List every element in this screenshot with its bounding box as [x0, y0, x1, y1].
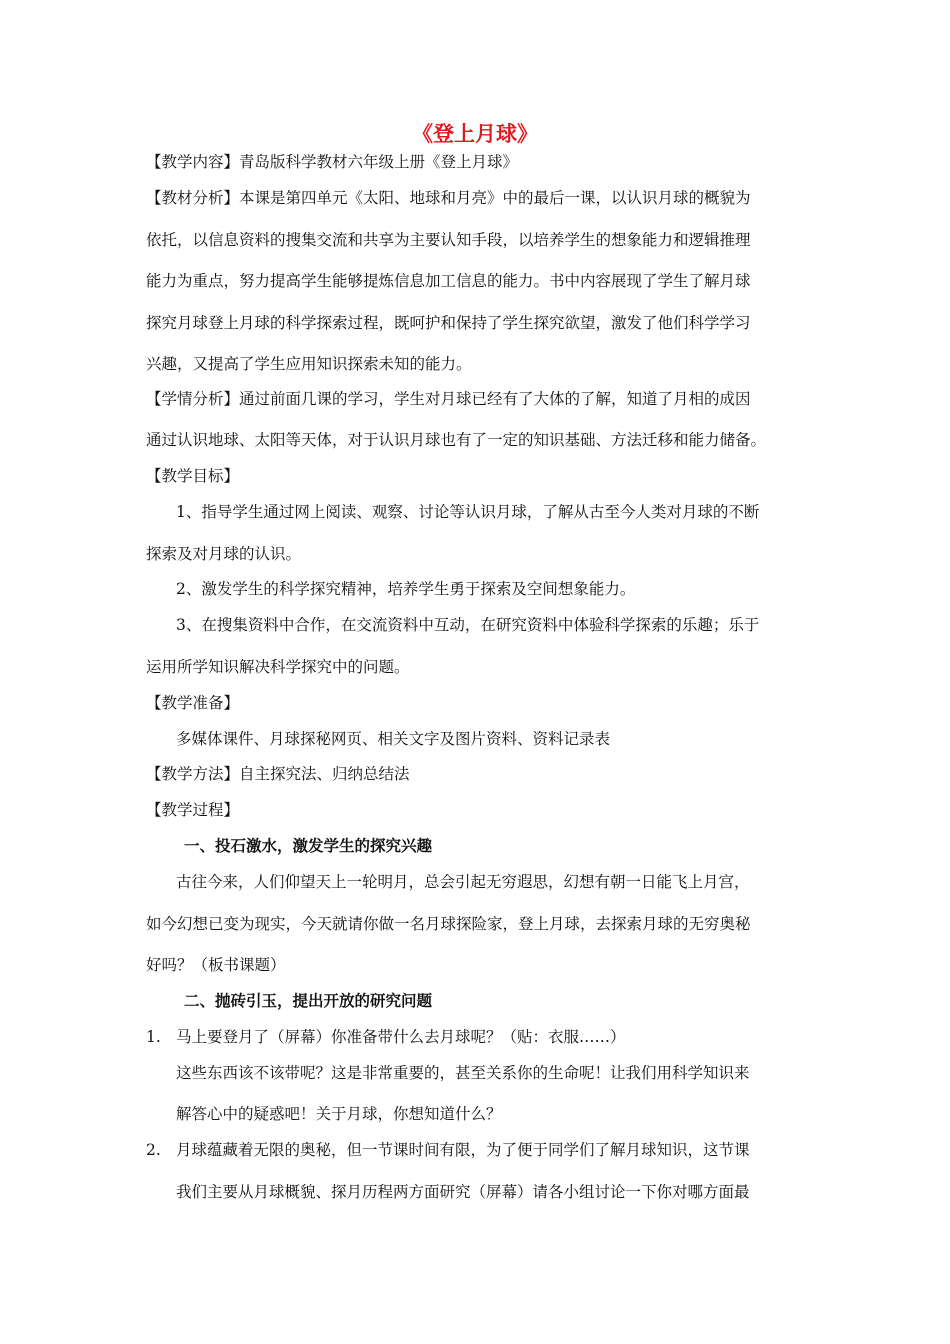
text-line: 【学情分析】通过前面几课的学习，学生对月球已经有了大体的了解，知道了月相的成因: [146, 390, 751, 408]
text-line: 3、在搜集资料中合作，在交流资料中互动，在研究资料中体验科学探索的乐趣；乐于: [176, 616, 760, 634]
text-line: 【教学内容】青岛版科学教材六年级上册《登上月球》: [146, 153, 519, 171]
list-number: 2.: [146, 1141, 161, 1159]
text-line: 【教学方法】自主探究法、归纳总结法: [146, 765, 410, 783]
section-heading: 【教学目标】: [146, 467, 240, 485]
text-line: 探究月球登上月球的科学探索过程，既呵护和保持了学生探究欲望，激发了他们科学学习: [146, 314, 751, 332]
text-line: 如今幻想已变为现实，今天就请你做一名月球探险家，登上月球，去探索月球的无穷奥秘: [146, 915, 751, 933]
section-heading: 【教学准备】: [146, 694, 240, 712]
text-line: 这些东西该不该带呢？这是非常重要的，甚至关系你的生命呢！让我们用科学知识来: [176, 1064, 750, 1082]
text-line: 好吗？（板书课题）: [146, 956, 286, 974]
step-heading: 二、抛砖引玉，提出开放的研究问题: [184, 991, 433, 1010]
list-item: 月球蕴藏着无限的奥秘，但一节课时间有限，为了便于同学们了解月球知识，这节课: [176, 1141, 750, 1159]
text-line: 解答心中的疑惑吧！关于月球，你想知道什么？: [176, 1105, 502, 1123]
text-line: 依托，以信息资料的搜集交流和共享为主要认知手段，以培养学生的想象能力和逻辑推理: [146, 231, 751, 249]
text-line: 2、激发学生的科学探究精神，培养学生勇于探索及空间想象能力。: [176, 580, 636, 598]
text-line: 古往今来，人们仰望天上一轮明月，总会引起无穷遐思，幻想有朝一日能飞上月宫，: [176, 873, 750, 891]
text-line: 通过认识地球、太阳等天体，对于认识月球也有了一定的知识基础、方法迁移和能力储备。: [146, 431, 767, 449]
list-number: 1.: [146, 1028, 161, 1046]
text-line: 1、指导学生通过网上阅读、观察、讨论等认识月球，了解从古至今人类对月球的不断: [176, 503, 760, 521]
step-heading: 一、投石激水，激发学生的探究兴趣: [184, 836, 433, 855]
text-line: 探索及对月球的认识。: [146, 545, 302, 563]
text-line: 能力为重点，努力提高学生能够提炼信息加工信息的能力。书中内容展现了学生了解月球: [146, 272, 751, 290]
text-line: 多媒体课件、月球探秘网页、相关文字及图片资料、资料记录表: [176, 730, 611, 748]
list-item: 马上要登月了（屏幕）你准备带什么去月球呢？（贴：衣服……）: [176, 1028, 626, 1046]
document-title: 《登上月球》: [412, 121, 538, 146]
text-line: 兴趣，又提高了学生应用知识探索未知的能力。: [146, 355, 472, 373]
section-heading: 【教学过程】: [146, 801, 240, 819]
text-line: 运用所学知识解决科学探究中的问题。: [146, 658, 410, 676]
text-line: 【教材分析】本课是第四单元《太阳、地球和月亮》中的最后一课，以认识月球的概貌为: [146, 189, 751, 207]
text-line: 我们主要从月球概貌、探月历程两方面研究（屏幕）请各小组讨论一下你对哪方面最: [176, 1183, 750, 1201]
